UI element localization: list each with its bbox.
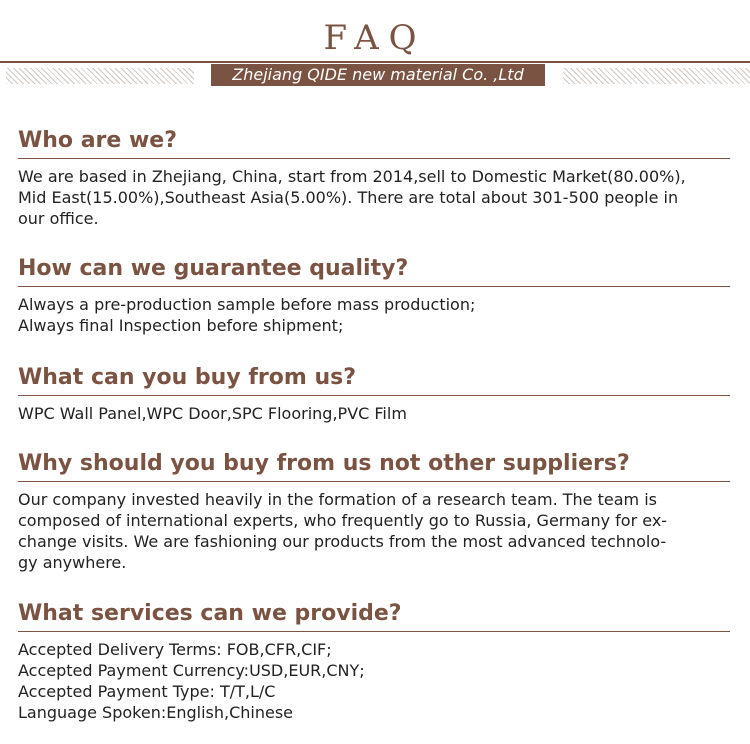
title-rule <box>0 61 750 63</box>
answer-line: change visits. We are fashioning our products from the most advanced technolo- <box>18 532 667 551</box>
faq-section-who <box>18 126 730 229</box>
decorative-hatch-left <box>6 68 194 84</box>
answer-line: our office. <box>18 209 99 228</box>
faq-section-why-us <box>18 449 730 573</box>
faq-question: Why should you buy from us not other suppliers? <box>18 449 730 482</box>
answer-line: Accepted Delivery Terms: FOB,CFR,CIF; <box>18 640 332 659</box>
faq-answer <box>18 166 730 229</box>
answer-line: composed of international experts, who frequently go to Russia, Germany for ex- <box>18 511 668 530</box>
answer-line: Language Spoken:English,Chinese <box>18 703 293 722</box>
faq-answer <box>18 639 730 723</box>
answer-line: We are based in Zhejiang, China, start from 2014,sell to Domestic Market(80.00%), <box>18 167 686 186</box>
answer-line: Always a pre-production sample before mass production; <box>18 295 476 314</box>
answer-line: gy anywhere. <box>18 553 127 572</box>
faq-section-products <box>18 363 730 424</box>
faq-section-quality <box>18 254 730 336</box>
answer-line: WPC Wall Panel,WPC Door,SPC Flooring,PVC Film <box>18 404 407 423</box>
faq-question: What services can we provide? <box>18 599 730 632</box>
faq-answer <box>18 403 730 424</box>
faq-section-services <box>18 599 730 723</box>
page-title: FAQ <box>323 18 427 58</box>
faq-question: What can you buy from us? <box>18 363 730 396</box>
answer-line: Our company invested heavily in the formation of a research team. The team is <box>18 490 657 509</box>
faq-answer <box>18 294 730 336</box>
faq-answer <box>18 489 730 573</box>
answer-line: Always final Inspection before shipment; <box>18 316 344 335</box>
faq-question: How can we guarantee quality? <box>18 254 730 287</box>
company-banner: Zhejiang QIDE new material Co. ,Ltd <box>211 64 545 86</box>
answer-line: Accepted Payment Type: T/T,L/C <box>18 682 276 701</box>
answer-line: Accepted Payment Currency:USD,EUR,CNY; <box>18 661 365 680</box>
answer-line: Mid East(15.00%),Southeast Asia(5.00%). There are total about 301-500 people in <box>18 188 679 207</box>
faq-question: Who are we? <box>18 126 730 159</box>
decorative-hatch-right <box>563 68 750 84</box>
